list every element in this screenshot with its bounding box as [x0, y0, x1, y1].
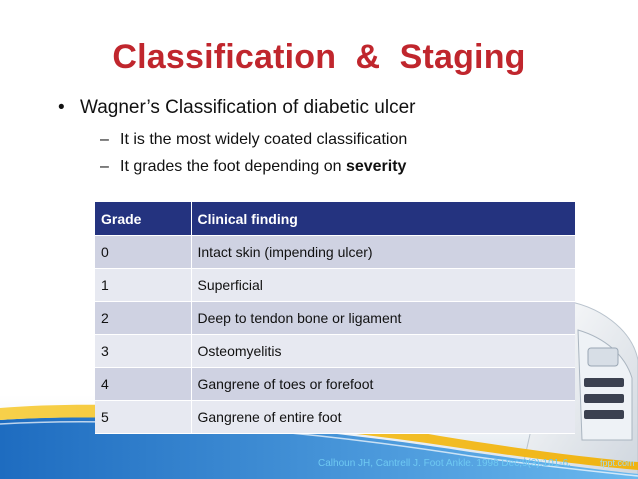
table-row — [95, 302, 575, 335]
grade-cell: 0 — [95, 236, 191, 269]
finding-cell: Deep to tendon bone or ligament — [191, 302, 575, 335]
wagner-grade-table — [95, 202, 575, 434]
table-header-row — [95, 202, 575, 236]
header-clinical-finding: Clinical finding — [191, 202, 575, 236]
sub-bullet-text-bold: severity — [345, 158, 407, 175]
sub-bullet-text — [120, 158, 406, 176]
grade-cell: 1 — [95, 269, 191, 302]
slide-title: Classification & Staging — [112, 38, 526, 76]
grade-cell: 4 — [95, 368, 191, 401]
sub-bullet-text: It is the most widely coated classification — [120, 131, 408, 148]
grade-cell: 2 — [95, 302, 191, 335]
grade-cell: 3 — [95, 335, 191, 368]
sub-bullet-text-plain: It grades the foot depending on — [120, 158, 346, 175]
citation-link[interactable]: Calhoun JH, Cantrell J. Foot Ankle. 1998 Dec;9(3):101-6. — [318, 458, 571, 469]
grade-cell: 5 — [95, 401, 191, 434]
finding-cell: Gangrene of toes or forefoot — [191, 368, 575, 401]
finding-cell: Osteomyelitis — [191, 335, 575, 368]
watermark: fppt.com — [600, 458, 635, 468]
finding-cell: Gangrene of entire foot — [191, 401, 575, 434]
sub-bullet-marker: – — [100, 131, 109, 148]
finding-cell: Superficial — [191, 269, 575, 302]
bullet-marker: • — [58, 97, 65, 118]
sub-bullet-marker: – — [100, 158, 109, 175]
table-row — [95, 401, 575, 434]
table-row — [95, 335, 575, 368]
table-row — [95, 269, 575, 302]
table-row — [95, 368, 575, 401]
header-grade: Grade — [95, 202, 191, 236]
table-row — [95, 236, 575, 269]
bullet-text: Wagner’s Classification of diabetic ulcer — [80, 97, 416, 118]
finding-cell: Intact skin (impending ulcer) — [191, 236, 575, 269]
